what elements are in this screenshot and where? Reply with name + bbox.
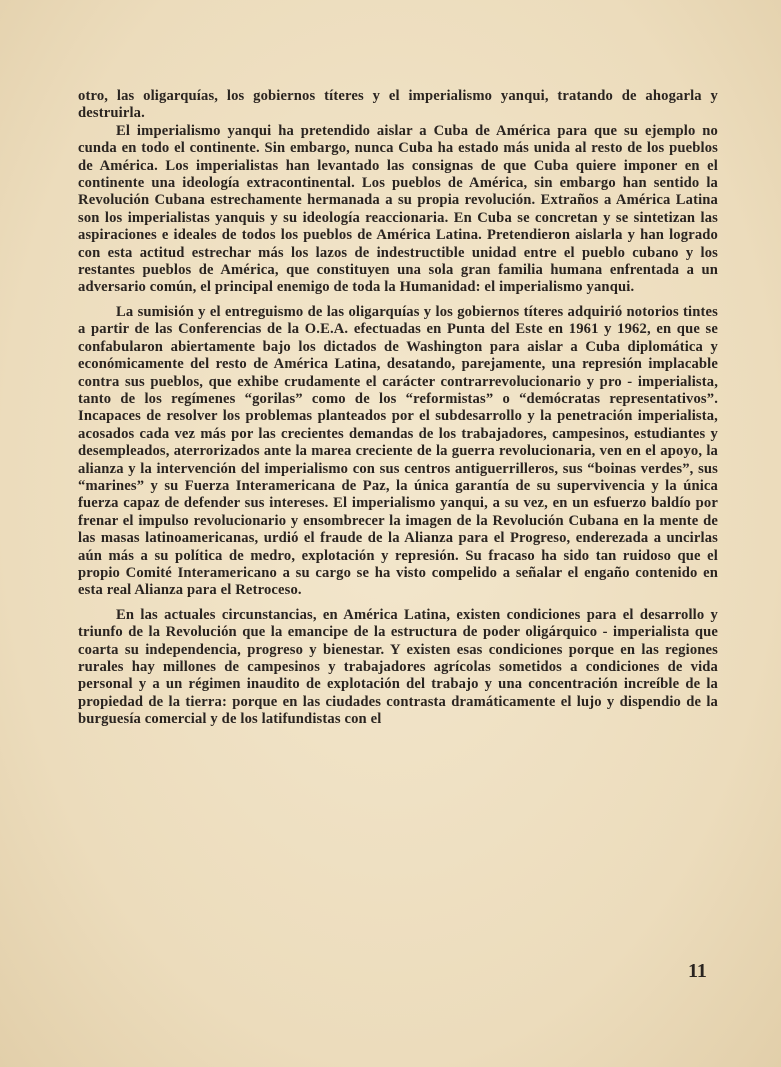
paragraph: El imperialismo yanqui ha pretendido aislar a Cuba de América para que su ejemplo no cunda en todo el continente. Sin embargo, nunca Cuba ha estado más unida al resto de los pueblos de América. Los imperialistas han levantado las consignas de que Cuba quiere imponer en el continente una ideología extracontinental. Los pueblos de América, sin embargo han sentido la Revolución Cubana estrechamente hermanada a su propia revolución. Extraños a América Latina son los imperialistas yanquis y su ideología reaccionaria. En Cuba se concretan y se sintetizan las aspiraciones e ideales de todos los pueblos de América Latina. Pretendieron aislarla y han logrado con esta actitud estrechar más los lazos de indestructible unidad entre el pueblo cubano y los restantes pueblos de América, que constituyen una sola gran familia humana enfrentada a un adversario común, el principal enemigo de toda la Humanidad: el imperialismo yanqui.: [78, 122, 718, 296]
page-number: 11: [688, 960, 707, 982]
body-text: [78, 88, 718, 729]
paragraph: En las actuales circunstancias, en América Latina, existen condiciones para el desarrollo y triunfo de la Revolución que la emancipe de la estructura de poder oligárquico - imperialista que coarta su independencia, progreso y bienestar. Y existen esas condiciones porque en las regiones rurales hay millones de campesinos y trabajadores agrícolas sometidos a condiciones de vida personal y a un régimen inaudito de explotación del trabajo y una concentración increíble de la propiedad de la tierra: porque en las ciudades contrasta dramáticamente el lujo y dispendio de la burguesía comercial y de los latifundistas con el: [78, 606, 718, 728]
paragraph: La sumisión y el entreguismo de las oligarquías y los gobiernos títeres adquirió notorios tintes a partir de las Conferencias de la O.E.A. efectuadas en Punta del Este en 1961 y 1962, en que se confabularon abiertamente bajo los dictados de Washington para aislar a Cuba diplomática y económicamente del resto de América Latina, desatando, parejamente, una represión implacable contra sus pueblos, que exhibe crudamente el carácter contrarrevolucionario y pro - imperialista, tanto de los regímenes “gorilas” como de los “reformistas” o “demócratas representativos”. Incapaces de resolver los problemas planteados por el subdesarrollo y la penetración imperialista, acosados cada vez más por las crecientes demandas de los trabajadores, campesinos, estudiantes y desempleados, aterrorizados ante la marea creciente de la guerra revolucionaria, ven en el apoyo, la alianza y la intervención del imperialismo con sus centros antiguerrilleros, sus “boinas verdes”, sus “marines” y su Fuerza Interamericana de Paz, la única garantía de su supervivencia y la única fuerza capaz de defender sus intereses. El imperialismo yanqui, a su vez, en un esfuerzo baldío por frenar el impulso revolucionario y ensombrecer la imagen de la Revolución Cubana en la mente de las masas latinoamericanas, urdió el fraude de la Alianza para el Progreso, enderezada a uncirlas aún más a su política de medro, explotación y represión. Su fracaso ha sido tan ruidoso que el propio Comité Interamericano a su cargo se ha visto compelido a señalar el engaño contenido en esta real Alianza para el Retroceso.: [78, 303, 718, 599]
paragraph-continued: otro, las oligarquías, los gobiernos títeres y el imperialismo yanqui, tratando de ahogarla y destruirla.: [78, 88, 718, 122]
